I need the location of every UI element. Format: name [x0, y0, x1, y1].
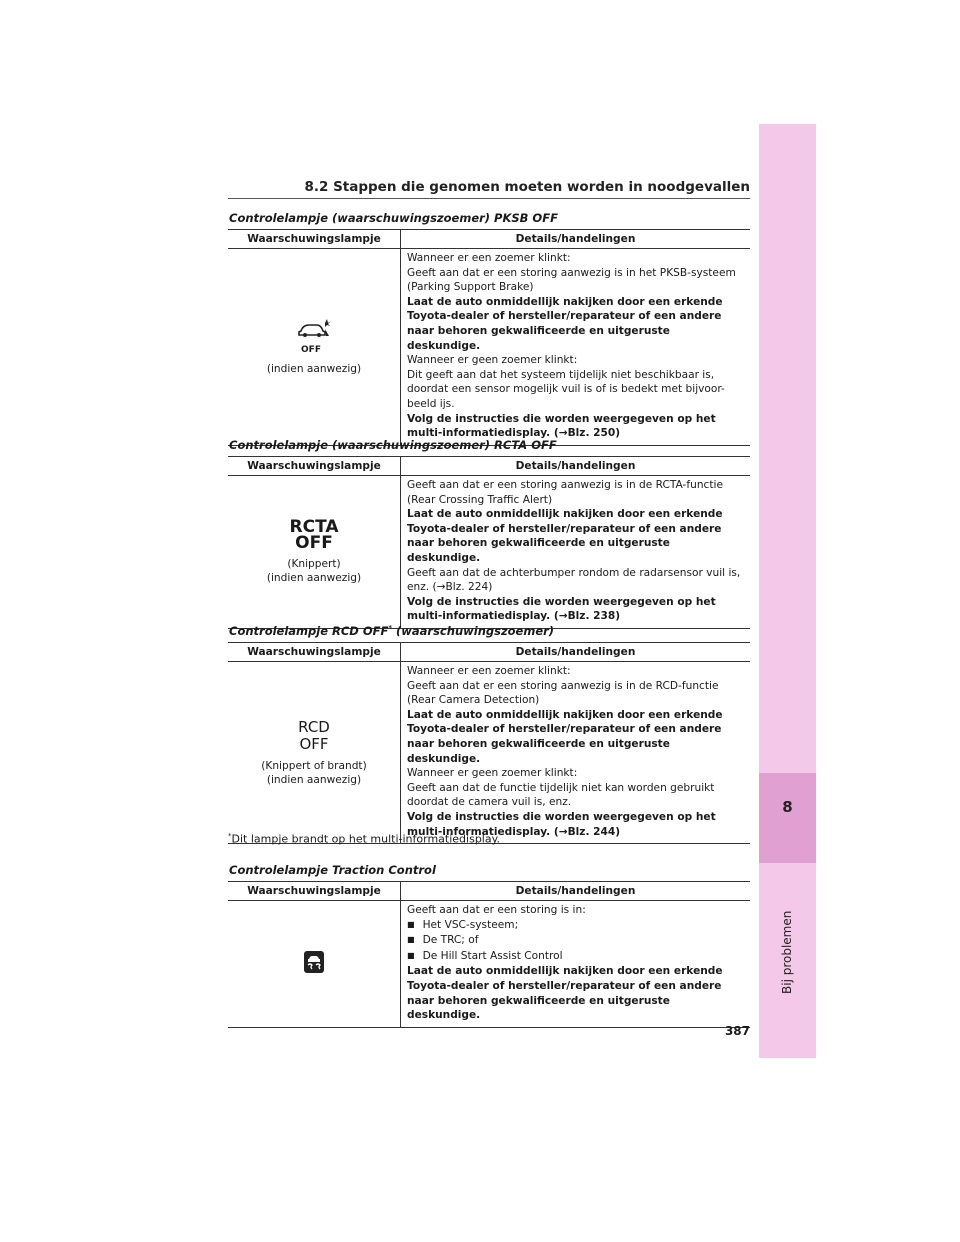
detail-text: Geeft aan dat de achterbumper rondom de radarsensor vuil is, enz. (→Blz. 224) [407, 566, 741, 594]
section-title-rcta: Controlelampje (waarschuwingszoemer) RCTA OFF [229, 438, 557, 452]
detail-instruction: Laat de auto onmiddellijk nakijken door een erkende Toyota-dealer of hersteller/reparateur of een andere naar behoren gekwalificeerde en uitgeruste deskundige. [407, 508, 723, 564]
footnote-text: Dit lampje brandt op het multi-informatiedisplay. [231, 832, 501, 846]
column-header-details: Details/handelingen [401, 643, 751, 662]
lamp-caption: (indien aanwezig) [266, 773, 362, 786]
details-cell-rcta [401, 476, 751, 629]
lamp-cell-rcta [228, 476, 401, 629]
page-header-title: 8.2 Stappen die genomen moeten worden in noodgevallen [304, 179, 750, 195]
section-title-text: Controlelampje RCD OFF [229, 624, 389, 638]
column-header-details: Details/handelingen [401, 230, 751, 249]
detail-instruction: Volg de instructies die worden weergegeven op het multi-informatiedisplay. (→Blz. 250) [407, 412, 716, 440]
footnote-mark: * [228, 832, 232, 840]
section-title-rcd [229, 624, 554, 638]
detail-instruction: Laat de auto onmiddellijk nakijken door een erkende Toyota-dealer of hersteller/reparateur of een andere naar behoren gekwalificeerde en uitgeruste deskundige. [407, 295, 723, 352]
detail-text: Geeft aan dat de functie tijdelijk niet kan worden gebruikt doordat de camera vuil is, enz. [407, 781, 715, 809]
traction-control-icon [303, 950, 325, 979]
column-header-details: Details/handelingen [401, 882, 751, 901]
chapter-number: 8 [782, 798, 793, 816]
footnote-mark: * [388, 624, 393, 633]
rcta-off-icon: RCTA OFF [289, 516, 339, 553]
detail-text: Wanneer er een zoemer klinkt: [407, 665, 571, 677]
lamp-caption: (indien aanwezig) [266, 363, 362, 376]
warning-table-rcta [228, 456, 750, 629]
lamp-cell-traction [228, 901, 401, 1028]
section-title-pksb: Controlelampje (waarschuwingszoemer) PKSB OFF [229, 211, 558, 225]
detail-bullet: ■ Het VSC-systeem; [407, 918, 744, 934]
detail-text: Geeft aan dat er een storing aanwezig is in de RCD-functie (Rear Camera Detection) [407, 679, 719, 707]
detail-text: Wanneer er geen zoemer klinkt: [407, 354, 578, 367]
detail-text: Wanneer er een zoemer klinkt: [407, 252, 571, 264]
warning-table-pksb [228, 229, 750, 446]
column-header-lamp: Waarschuwingslampje [228, 882, 401, 901]
detail-bullet: ■ De TRC; of [407, 933, 744, 949]
page-number: 387 [724, 1024, 750, 1038]
lamp-cell-rcd [228, 662, 401, 844]
column-header-lamp: Waarschuwingslampje [228, 643, 401, 662]
lamp-caption: (Knippert) [287, 557, 341, 570]
lamp-caption: (indien aanwezig) [266, 571, 362, 584]
details-cell-rcd [401, 662, 751, 844]
detail-instruction: Laat de auto onmiddellijk nakijken door een erkende Toyota-dealer of hersteller/reparateur of een andere naar behoren gekwalificeerde en uitgeruste deskundige. [407, 965, 723, 1022]
warning-table-traction [228, 881, 750, 1028]
detail-text: Wanneer er geen zoemer klinkt: [407, 767, 578, 780]
lamp-cell-pksb [228, 249, 401, 446]
details-cell-pksb [401, 249, 751, 446]
detail-text: Geeft aan dat er een storing aanwezig is in de RCTA-functie (Rear Crossing Traffic Alert) [407, 479, 723, 506]
detail-text: Geeft aan dat er een storing aanwezig is in het PKSB-systeem (Parking Support Brake) [407, 266, 736, 294]
header-rule [228, 198, 750, 199]
chapter-sidebar [759, 124, 816, 1058]
column-header-lamp: Waarschuwingslampje [228, 457, 401, 476]
detail-text: Dit geeft aan dat het systeem tijdelijk niet beschikbaar is, doordat een sensor mogelijk vuil is of is bedekt met bijvoor-beeld ijs. [407, 368, 725, 410]
warning-table-rcd [228, 642, 750, 844]
pksb-icon-label: OFF [301, 344, 321, 355]
section-title-traction: Controlelampje Traction Control [229, 863, 436, 877]
chapter-label: Bij problemen [780, 910, 794, 994]
rcd-off-icon: RCD OFF [298, 717, 330, 753]
column-header-details: Details/handelingen [401, 457, 751, 476]
pksb-off-icon [297, 317, 331, 355]
detail-instruction: Volg de instructies die worden weergegeven op het multi-informatiedisplay. (→Blz. 244) [407, 810, 716, 838]
detail-text: Geeft aan dat er een storing is in: [407, 904, 586, 916]
detail-instruction: Volg de instructies die worden weergegeven op het multi-informatiedisplay. (→Blz. 238) [407, 595, 716, 623]
details-cell-traction [401, 901, 751, 1028]
footnote [228, 832, 500, 846]
column-header-lamp: Waarschuwingslampje [228, 230, 401, 249]
lamp-caption: (Knippert of brandt) [261, 759, 367, 772]
chapter-number-box [759, 773, 816, 863]
detail-bullet: ■ De Hill Start Assist Control [407, 949, 744, 965]
detail-instruction: Laat de auto onmiddellijk nakijken door een erkende Toyota-dealer of hersteller/reparateur of een andere naar behoren gekwalificeerde en uitgeruste deskundige. [407, 708, 723, 765]
section-title-suffix: (waarschuwingszoemer) [392, 624, 555, 638]
